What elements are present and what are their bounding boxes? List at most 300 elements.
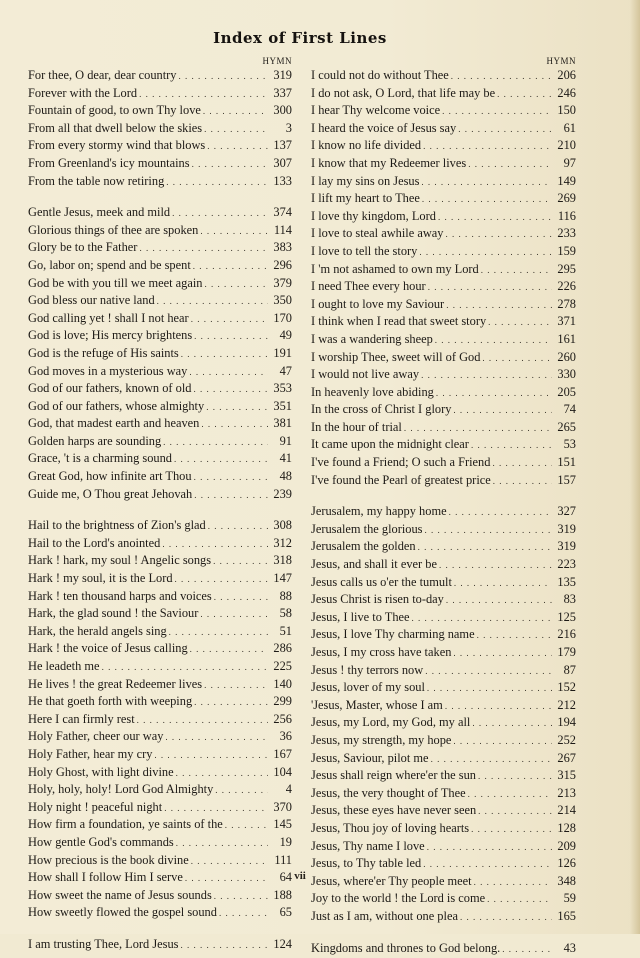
index-entry — [311, 591, 576, 609]
first-line-text: Jesus, my strength, my hope — [311, 732, 451, 750]
first-line-text: Hail to the Lord's anointed — [28, 535, 160, 553]
first-line-text: Fountain of good, to own Thy love — [28, 102, 201, 120]
first-line-text: Jesus ! thy terrors now — [311, 662, 423, 680]
first-line-text: I love to steal awhile away — [311, 225, 443, 243]
hymn-number: 97 — [554, 155, 576, 173]
dot-leader — [181, 937, 269, 955]
index-entry — [311, 419, 576, 437]
dot-leader — [439, 557, 552, 575]
index-entry — [28, 137, 292, 155]
dot-leader — [471, 437, 552, 455]
dot-leader — [446, 297, 552, 315]
hymn-number: 319 — [270, 67, 292, 85]
index-entry — [311, 137, 576, 155]
index-entry — [28, 433, 292, 451]
hymn-number: 74 — [554, 401, 576, 419]
dot-leader — [449, 504, 552, 522]
index-entry — [28, 711, 292, 729]
first-line-text: Jesus, these eyes have never seen — [311, 802, 476, 820]
first-line-text: Jesus Christ is risen to-day — [311, 591, 444, 609]
hymn-number: 58 — [270, 605, 292, 623]
first-line-text: Jerusalem, my happy home — [311, 503, 447, 521]
hymn-number: 239 — [270, 486, 292, 504]
dot-leader — [404, 420, 552, 438]
hymn-number: 371 — [554, 313, 576, 331]
dot-leader — [454, 575, 552, 593]
right-column — [311, 56, 576, 957]
hymn-number: 312 — [270, 535, 292, 553]
dot-leader — [419, 244, 552, 262]
index-entry — [28, 816, 292, 834]
first-line-text: Hail to the brightness of Zion's glad — [28, 517, 206, 535]
first-line-text: I know no life divided — [311, 137, 421, 155]
first-line-text: Here I can firmly rest — [28, 711, 135, 729]
index-entry — [311, 331, 576, 349]
index-entry — [311, 349, 576, 367]
index-section — [311, 940, 576, 958]
index-entry — [28, 799, 292, 817]
index-entry — [311, 890, 576, 908]
hymn-number: 252 — [554, 732, 576, 750]
first-line-text: Jesus, the very thought of Thee — [311, 785, 466, 803]
hymn-number: 226 — [554, 278, 576, 296]
index-entry — [28, 275, 292, 293]
dot-leader — [166, 174, 268, 192]
dot-leader — [436, 385, 552, 403]
hymn-number: 295 — [554, 261, 576, 279]
first-line-text: God be with you till we meet again — [28, 275, 202, 293]
dot-leader — [481, 262, 552, 280]
hymn-number: 133 — [270, 173, 292, 191]
first-line-text: I worship Thee, sweet will of God — [311, 349, 480, 367]
index-entry — [311, 802, 576, 820]
hymn-number: 149 — [554, 173, 576, 191]
dot-leader — [445, 698, 552, 716]
dot-leader — [492, 455, 552, 473]
dot-leader — [154, 747, 268, 765]
index-entry — [28, 746, 292, 764]
hymn-number: 128 — [554, 820, 576, 838]
hymn-number: 145 — [270, 816, 292, 834]
hymn-number: 330 — [554, 366, 576, 384]
hymn-number: 4 — [270, 781, 292, 799]
index-entry — [28, 570, 292, 588]
index-entry — [28, 345, 292, 363]
dot-leader — [442, 103, 552, 121]
dot-leader — [468, 786, 552, 804]
index-entry — [28, 781, 292, 799]
first-line-text: I lay my sins on Jesus — [311, 173, 419, 191]
section-gap — [311, 489, 576, 503]
dot-leader — [445, 226, 552, 244]
first-line-text: I love to tell the story — [311, 243, 417, 261]
hymn-number: 159 — [554, 243, 576, 261]
hymn-number: 205 — [554, 384, 576, 402]
dot-leader — [478, 768, 552, 786]
dot-leader — [191, 853, 268, 871]
hymn-number: 188 — [270, 887, 292, 905]
dot-leader — [478, 803, 552, 821]
dot-leader — [427, 839, 552, 857]
index-entry — [311, 714, 576, 732]
first-line-text: I've found the Pearl of greatest price — [311, 472, 491, 490]
index-entry — [28, 67, 292, 85]
hymn-number: 41 — [270, 450, 292, 468]
first-line-text: Hark ! my soul, it is the Lord — [28, 570, 173, 588]
hymn-number: 348 — [554, 873, 576, 891]
dot-leader — [477, 627, 552, 645]
first-line-text: Jerusalem the golden — [311, 538, 416, 556]
first-line-text: Joy to the world ! the Lord is come — [311, 890, 485, 908]
hymn-number: 36 — [270, 728, 292, 746]
first-line-text: How shall I follow Him I serve — [28, 869, 183, 887]
hymn-number: 296 — [270, 257, 292, 275]
index-section — [311, 503, 576, 925]
section-gap — [28, 190, 292, 204]
index-entry — [28, 640, 292, 658]
first-line-text: Go, labor on; spend and be spent — [28, 257, 191, 275]
first-line-text: How gentle God's commands — [28, 834, 174, 852]
first-line-text: From the table now retiring — [28, 173, 164, 191]
dot-leader — [157, 293, 268, 311]
hymn-number: 111 — [270, 852, 292, 870]
index-entry — [311, 436, 576, 454]
hymn-number: 351 — [270, 398, 292, 416]
hymn-number: 370 — [270, 799, 292, 817]
dot-leader — [425, 663, 552, 681]
hymn-number: 59 — [554, 890, 576, 908]
dot-leader — [453, 733, 552, 751]
hymn-number: 91 — [270, 433, 292, 451]
dot-leader — [460, 909, 552, 927]
first-line-text: I do not ask, O Lord, that life may be — [311, 85, 495, 103]
dot-leader — [488, 314, 552, 332]
dot-leader — [215, 782, 268, 800]
dot-leader — [204, 677, 268, 695]
index-entry — [311, 609, 576, 627]
index-section — [311, 67, 576, 489]
first-line-text: I think when I read that sweet story — [311, 313, 486, 331]
hymn-number: 47 — [270, 363, 292, 381]
index-entry — [28, 468, 292, 486]
first-line-text: I need Thee every hour — [311, 278, 426, 296]
dot-leader — [225, 817, 268, 835]
hymn-number: 147 — [270, 570, 292, 588]
dot-leader — [164, 800, 268, 818]
index-entry — [311, 538, 576, 556]
index-entry — [28, 728, 292, 746]
first-line-text: Great God, how infinite art Thou — [28, 468, 192, 486]
first-line-text: Jesus, lover of my soul — [311, 679, 425, 697]
hymn-number: 260 — [554, 349, 576, 367]
hymn-number: 337 — [270, 85, 292, 103]
index-entry — [28, 363, 292, 381]
dot-leader — [165, 729, 268, 747]
first-line-text: I heard the voice of Jesus say — [311, 120, 456, 138]
dot-leader — [192, 156, 268, 174]
index-entry — [28, 222, 292, 240]
dot-leader — [191, 311, 268, 329]
first-line-text: How sweet the name of Jesus sounds — [28, 887, 212, 905]
hymn-number: 308 — [270, 517, 292, 535]
first-line-text: God, that madest earth and heaven — [28, 415, 199, 433]
hymn-number: 233 — [554, 225, 576, 243]
hymn-number: 374 — [270, 204, 292, 222]
hymn-number: 150 — [554, 102, 576, 120]
hymn-number: 83 — [554, 591, 576, 609]
index-entry — [28, 327, 292, 345]
index-entry — [311, 574, 576, 592]
dot-leader — [200, 223, 268, 241]
index-entry — [311, 697, 576, 715]
index-entry — [28, 588, 292, 606]
hymn-number: 135 — [554, 574, 576, 592]
hymn-number: 214 — [554, 802, 576, 820]
first-line-text: Grace, 't is a charming sound — [28, 450, 172, 468]
dot-leader — [162, 536, 268, 554]
dot-leader — [181, 346, 268, 364]
first-line-text: I love thy kingdom, Lord — [311, 208, 436, 226]
hymn-number: 256 — [270, 711, 292, 729]
dot-leader — [431, 751, 552, 769]
first-line-text: Hark, the glad sound ! the Saviour — [28, 605, 198, 623]
index-entry — [28, 623, 292, 641]
dot-leader — [497, 86, 552, 104]
dot-leader — [193, 258, 268, 276]
hymn-number: 381 — [270, 415, 292, 433]
first-line-text: Jesus, where'er Thy people meet — [311, 873, 472, 891]
first-line-text: Jesus, Thy name I love — [311, 838, 425, 856]
first-line-text: From every stormy wind that blows — [28, 137, 205, 155]
index-entry — [28, 85, 292, 103]
hymn-number: 167 — [270, 746, 292, 764]
hymn-number: 383 — [270, 239, 292, 257]
first-line-text: How sweetly flowed the gospel sound — [28, 904, 217, 922]
hymn-number: 353 — [270, 380, 292, 398]
index-entry — [28, 676, 292, 694]
first-line-text: I ought to love my Saviour — [311, 296, 444, 314]
hymn-column-header-right: HYMN — [311, 56, 576, 67]
hymn-number: 151 — [554, 454, 576, 472]
first-line-text: Holy night ! peaceful night — [28, 799, 162, 817]
first-line-text: Forever with the Lord — [28, 85, 137, 103]
hymn-number: 194 — [554, 714, 576, 732]
index-entry — [28, 120, 292, 138]
hymn-number: 319 — [554, 538, 576, 556]
dot-leader — [422, 191, 552, 209]
index-section — [28, 67, 292, 190]
section-gap — [28, 503, 292, 517]
hymn-number: 267 — [554, 750, 576, 768]
first-line-text: Jesus calls us o'er the tumult — [311, 574, 452, 592]
first-line-text: Gentle Jesus, meek and mild — [28, 204, 170, 222]
first-line-text: God is the refuge of His saints — [28, 345, 179, 363]
first-line-text: Glorious things of thee are spoken — [28, 222, 198, 240]
dot-leader — [206, 399, 268, 417]
index-entry — [311, 785, 576, 803]
index-entry — [311, 85, 576, 103]
index-entry — [311, 454, 576, 472]
first-line-text: Holy Father, hear my cry — [28, 746, 152, 764]
index-entry — [28, 102, 292, 120]
hymn-number: 179 — [554, 644, 576, 662]
hymn-number: 48 — [270, 468, 292, 486]
first-line-text: How precious is the book divine — [28, 852, 189, 870]
hymn-number: 246 — [554, 85, 576, 103]
hymn-number: 157 — [554, 472, 576, 490]
hymn-number: 213 — [554, 785, 576, 803]
dot-leader — [178, 68, 268, 86]
index-entry — [28, 173, 292, 191]
index-entry — [28, 204, 292, 222]
section-gap — [311, 926, 576, 940]
index-entry — [28, 486, 292, 504]
index-entry — [311, 556, 576, 574]
hymn-number: 104 — [270, 764, 292, 782]
hymn-number: 49 — [270, 327, 292, 345]
dot-leader — [438, 209, 552, 227]
index-entry — [311, 296, 576, 314]
dot-leader — [219, 905, 268, 923]
first-line-text: I was a wandering sheep — [311, 331, 433, 349]
first-line-text: Hark ! the voice of Jesus calling — [28, 640, 188, 658]
dot-leader — [451, 68, 552, 86]
index-entry — [311, 173, 576, 191]
hymn-number: 125 — [554, 609, 576, 627]
page-number: vii — [0, 870, 600, 882]
index-entry — [311, 401, 576, 419]
index-entry — [311, 521, 576, 539]
hymn-number: 223 — [554, 556, 576, 574]
index-entry — [28, 310, 292, 328]
dot-leader — [176, 835, 268, 853]
index-entry — [311, 384, 576, 402]
hymn-number: 53 — [554, 436, 576, 454]
first-line-text: Jesus, I love Thy charming name — [311, 626, 475, 644]
dot-leader — [193, 381, 268, 399]
dot-leader — [493, 473, 552, 491]
left-column — [28, 56, 292, 954]
index-entry — [311, 679, 576, 697]
index-entry — [311, 261, 576, 279]
hymn-number: 152 — [554, 679, 576, 697]
first-line-text: I would not live away — [311, 366, 419, 384]
first-line-text: Hark ! ten thousand harps and voices — [28, 588, 212, 606]
index-entry — [311, 644, 576, 662]
index-entry — [28, 887, 292, 905]
first-line-text: How firm a foundation, ye saints of the — [28, 816, 223, 834]
first-line-text: From Greenland's icy mountains — [28, 155, 190, 173]
first-line-text: Glory be to the Father — [28, 239, 137, 257]
first-line-text: Jerusalem the glorious — [311, 521, 423, 539]
first-line-text: I've found a Friend; O such a Friend — [311, 454, 490, 472]
index-entry — [311, 767, 576, 785]
hymn-number: 212 — [554, 697, 576, 715]
dot-leader — [194, 487, 268, 505]
dot-leader — [172, 205, 268, 223]
index-entry — [28, 693, 292, 711]
index-entry — [28, 658, 292, 676]
index-entry — [311, 503, 576, 521]
dot-leader — [453, 645, 552, 663]
first-line-text: Jesus shall reign where'er the sun — [311, 767, 476, 785]
first-line-text: Hark, the herald angels sing — [28, 623, 167, 641]
hymn-number: 278 — [554, 296, 576, 314]
hymn-number: 170 — [270, 310, 292, 328]
index-entry — [28, 852, 292, 870]
dot-leader — [176, 765, 268, 783]
first-line-text: God calling yet ! shall I not hear — [28, 310, 189, 328]
hymn-number: 299 — [270, 693, 292, 711]
index-entry — [28, 517, 292, 535]
index-entry — [28, 936, 292, 954]
dot-leader — [139, 86, 268, 104]
index-entry — [311, 838, 576, 856]
first-line-text: Holy Father, cheer our way — [28, 728, 163, 746]
hymn-number: 350 — [270, 292, 292, 310]
dot-leader — [487, 891, 552, 909]
dot-leader — [189, 364, 268, 382]
dot-leader — [418, 539, 552, 557]
first-line-text: God of our fathers, whose almighty — [28, 398, 204, 416]
hymn-number: 216 — [554, 626, 576, 644]
index-entry — [311, 940, 576, 958]
first-line-text: Kingdoms and thrones to God belong. — [311, 940, 500, 958]
index-entry — [28, 380, 292, 398]
index-entry — [311, 120, 576, 138]
dot-leader — [204, 121, 268, 139]
first-line-text: I lift my heart to Thee — [311, 190, 420, 208]
hymn-number: 318 — [270, 552, 292, 570]
first-line-text: God of our fathers, known of old — [28, 380, 191, 398]
dot-leader — [194, 694, 268, 712]
hymn-number: 327 — [554, 503, 576, 521]
hymn-number: 225 — [270, 658, 292, 676]
first-line-text: From all that dwell below the skies — [28, 120, 202, 138]
hymn-number: 206 — [554, 67, 576, 85]
dot-leader — [421, 367, 552, 385]
hymn-number: 43 — [554, 940, 576, 958]
index-entry — [28, 415, 292, 433]
dot-leader — [175, 571, 268, 589]
hymn-number: 114 — [270, 222, 292, 240]
index-entry — [311, 662, 576, 680]
hymn-number: 140 — [270, 676, 292, 694]
hymn-number: 126 — [554, 855, 576, 873]
index-entry — [311, 313, 576, 331]
hymn-number: 124 — [270, 936, 292, 954]
first-line-text: He lives ! the great Redeemer lives — [28, 676, 202, 694]
first-line-text: Guide me, O Thou great Jehovah — [28, 486, 192, 504]
first-line-text: In the cross of Christ I glory — [311, 401, 451, 419]
first-line-text: Jesus, Saviour, pilot me — [311, 750, 429, 768]
index-entry — [311, 472, 576, 490]
index-entry — [311, 208, 576, 226]
dot-leader — [423, 138, 552, 156]
first-line-text: 'Jesus, Master, whose I am — [311, 697, 443, 715]
hymn-number: 88 — [270, 588, 292, 606]
hymn-number: 379 — [270, 275, 292, 293]
hymn-number: 307 — [270, 155, 292, 173]
first-line-text: Jesus, my Lord, my God, my all — [311, 714, 470, 732]
first-line-text: In heavenly love abiding — [311, 384, 434, 402]
index-entry — [28, 257, 292, 275]
index-entry — [311, 190, 576, 208]
index-entry — [28, 450, 292, 468]
dot-leader — [472, 715, 552, 733]
first-line-text: Jesus, and shall it ever be — [311, 556, 437, 574]
first-line-text: He that goeth forth with weeping — [28, 693, 192, 711]
